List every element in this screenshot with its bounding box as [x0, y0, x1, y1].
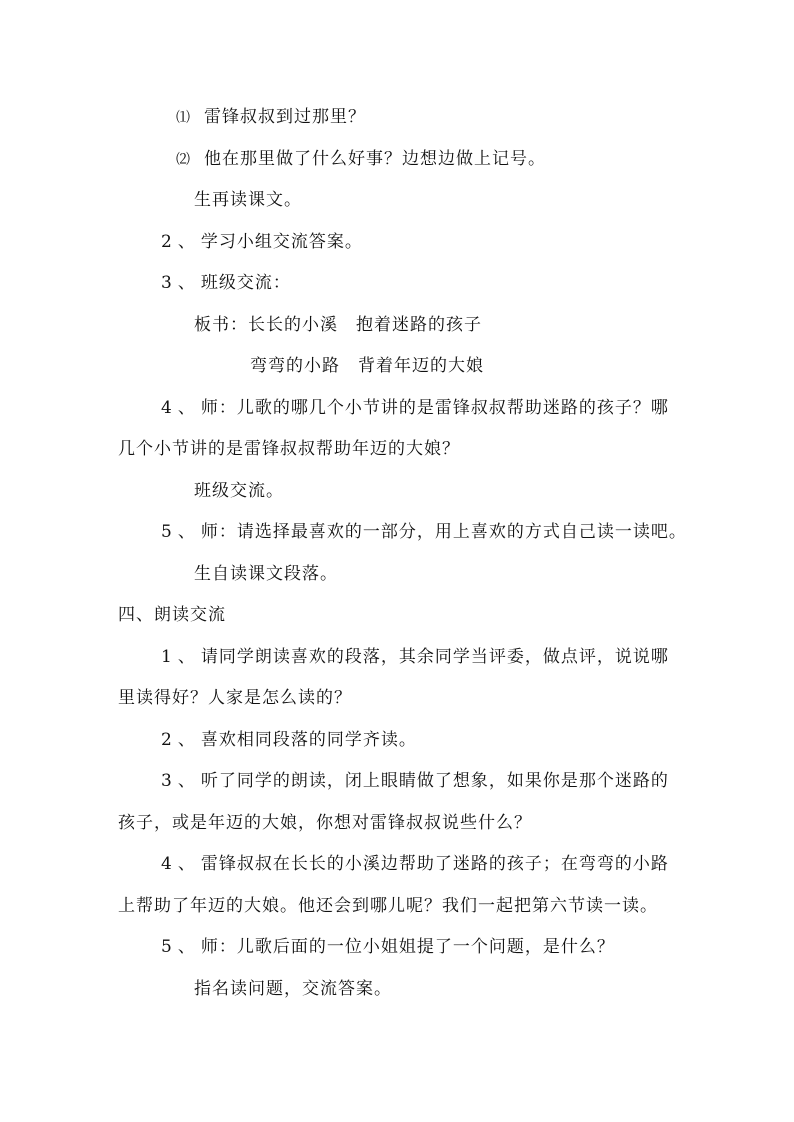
item-number: 5、 — [161, 522, 201, 542]
numbered-item-5: 5、师：儿歌后面的一位小姐姐提了一个问题，是什么？ — [161, 937, 615, 957]
text-line: 班级交流。 — [194, 481, 284, 501]
blackboard-line-2: 弯弯的小路 背着年迈的大娘 — [250, 356, 484, 376]
item-number: 3、 — [161, 771, 201, 791]
numbered-item-3: 3、班级交流： — [161, 273, 291, 293]
question-line-1: ⑴ 雷锋叔叔到过那里？ — [176, 105, 366, 130]
section-heading: 四、朗读交流 — [118, 605, 226, 625]
numbered-item-1: 1、请同学朗读喜欢的段落，其余同学当评委，做点评，说说哪 — [161, 647, 669, 667]
numbered-item-4: 4、师：儿歌的哪几个小节讲的是雷锋叔叔帮助迷路的孩子？哪 — [161, 398, 669, 418]
numbered-item-2: 2、喜欢相同段落的同学齐读。 — [161, 730, 417, 750]
item-number: 5、 — [161, 937, 201, 957]
blackboard-line-1: 板书：长长的小溪 抱着迷路的孩子 — [194, 315, 482, 335]
item-number: 4、 — [161, 398, 201, 418]
text-line: 指名读问题，交流答案。 — [194, 979, 392, 999]
numbered-item-4: 4、雷锋叔叔在长长的小溪边帮助了迷路的孩子；在弯弯的小路 — [161, 854, 669, 874]
item-number: 2、 — [161, 232, 201, 252]
paren-marker-1: ⑴ — [176, 110, 190, 126]
numbered-item-3: 3、听了同学的朗读，闭上眼睛做了想象，如果你是那个迷路的 — [161, 771, 669, 791]
text-line: 上帮助了年迈的大娘。他还会到哪儿呢？我们一起把第六节读一读。 — [118, 896, 658, 916]
paren-marker-2: ⑵ — [176, 152, 190, 168]
item-number: 3、 — [161, 273, 201, 293]
item-number: 1、 — [161, 647, 201, 667]
text-line: 里读得好？人家是怎么读的？ — [118, 688, 352, 708]
item-number: 2、 — [161, 730, 201, 750]
numbered-item-5: 5、师：请选择最喜欢的一部分，用上喜欢的方式自己读一读吧。 — [161, 522, 687, 542]
text-line: 孩子，或是年迈的大娘，你想对雷锋叔叔说些什么？ — [118, 813, 532, 833]
text-line: 生再读课文。 — [194, 190, 302, 210]
text-line: 生自读课文段落。 — [194, 564, 338, 584]
question-line-2: ⑵ 他在那里做了什么好事？边想边做上记号。 — [176, 147, 546, 172]
text-line: 几个小节讲的是雷锋叔叔帮助年迈的大娘？ — [118, 439, 460, 459]
numbered-item-2: 2、学习小组交流答案。 — [161, 232, 363, 252]
item-number: 4、 — [161, 854, 201, 874]
